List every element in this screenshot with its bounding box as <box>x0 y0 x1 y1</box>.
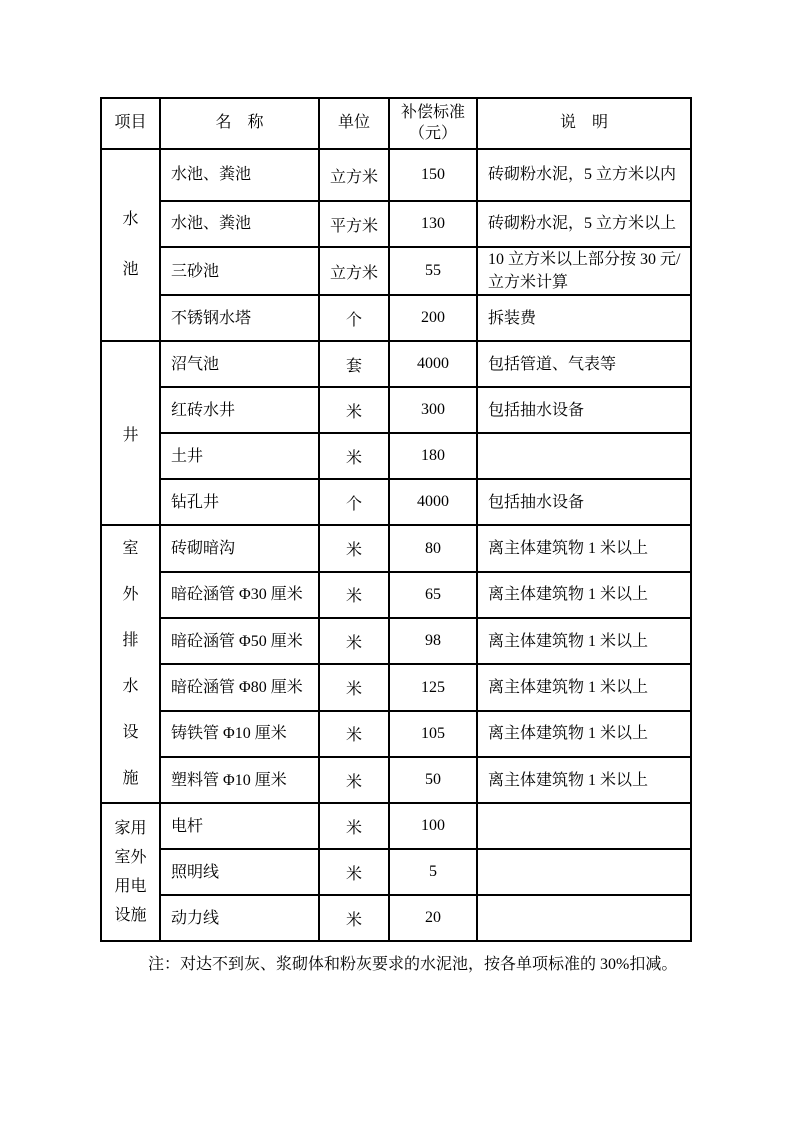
table-row <box>101 664 691 710</box>
description-cell: 砖砌粉水泥，5 立方米以上 <box>477 201 691 247</box>
description-cell: 包括抽水设备 <box>477 479 691 525</box>
description-cell: 离主体建筑物 1 米以上 <box>477 618 691 664</box>
standard-cell: 50 <box>389 757 477 803</box>
standard-cell: 5 <box>389 849 477 895</box>
name-cell: 暗砼涵管 Φ50 厘米 <box>160 618 319 664</box>
group-label-household-electric <box>101 803 160 941</box>
description-cell: 离主体建筑物 1 米以上 <box>477 711 691 757</box>
standard-cell: 125 <box>389 664 477 710</box>
table-row <box>101 895 691 941</box>
description-cell: 10 立方米以上部分按 30 元/立方米计算 <box>477 247 691 295</box>
unit-cell: 个 <box>319 295 389 341</box>
unit-cell: 米 <box>319 387 389 433</box>
table-row <box>101 295 691 341</box>
standard-cell: 105 <box>389 711 477 757</box>
name-cell: 暗砼涵管 Φ30 厘米 <box>160 572 319 618</box>
name-cell: 塑料管 Φ10 厘米 <box>160 757 319 803</box>
table-row <box>101 803 691 849</box>
description-cell: 离主体建筑物 1 米以上 <box>477 525 691 571</box>
group-label-text <box>102 526 159 802</box>
unit-cell: 米 <box>319 757 389 803</box>
name-cell: 水池、粪池 <box>160 201 319 247</box>
group-label-line: 设施 <box>114 907 147 925</box>
name-cell: 三砂池 <box>160 247 319 295</box>
group-label-text <box>102 422 159 445</box>
header-standard <box>389 98 477 149</box>
table-row <box>101 572 691 618</box>
table-header-row <box>101 98 691 149</box>
group-label-char: 室 <box>122 540 139 558</box>
description-cell: 离主体建筑物 1 米以上 <box>477 664 691 710</box>
unit-cell: 米 <box>319 803 389 849</box>
standard-cell: 150 <box>389 149 477 201</box>
group-label-line: 室外 <box>114 849 147 867</box>
header-item: 项目 <box>101 98 160 149</box>
standard-cell: 80 <box>389 525 477 571</box>
standard-cell: 180 <box>389 433 477 479</box>
header-name: 名 称 <box>160 98 319 149</box>
description-cell: 离主体建筑物 1 米以上 <box>477 572 691 618</box>
unit-cell: 个 <box>319 479 389 525</box>
standard-cell: 4000 <box>389 479 477 525</box>
unit-cell: 米 <box>319 711 389 757</box>
unit-cell: 套 <box>319 341 389 387</box>
description-cell: 砖砌粉水泥，5 立方米以内 <box>477 149 691 201</box>
description-cell <box>477 849 691 895</box>
table-row <box>101 849 691 895</box>
name-cell: 铸铁管 Φ10 厘米 <box>160 711 319 757</box>
name-cell: 动力线 <box>160 895 319 941</box>
table-row <box>101 618 691 664</box>
standard-cell: 100 <box>389 803 477 849</box>
group-label-char: 池 <box>122 261 139 279</box>
unit-cell: 米 <box>319 572 389 618</box>
group-label-char: 外 <box>122 586 139 604</box>
group-label-line: 家用 <box>114 820 147 838</box>
standard-cell: 98 <box>389 618 477 664</box>
standard-cell: 20 <box>389 895 477 941</box>
unit-cell: 米 <box>319 849 389 895</box>
description-cell: 包括管道、气表等 <box>477 341 691 387</box>
header-unit: 单位 <box>319 98 389 149</box>
group-label-pool <box>101 149 160 341</box>
description-cell: 拆装费 <box>477 295 691 341</box>
header-standard-line1: 补偿标准 <box>400 103 465 121</box>
group-label-char: 井 <box>122 426 139 444</box>
unit-cell: 立方米 <box>319 247 389 295</box>
group-label-outdoor-drainage <box>101 525 160 803</box>
table-row <box>101 525 691 571</box>
name-cell: 土井 <box>160 433 319 479</box>
group-label-char: 水 <box>122 678 139 696</box>
group-label-well <box>101 341 160 525</box>
standard-cell: 55 <box>389 247 477 295</box>
name-cell: 钻孔井 <box>160 479 319 525</box>
name-cell: 红砖水井 <box>160 387 319 433</box>
table-row <box>101 149 691 201</box>
table-row <box>101 247 691 295</box>
standard-cell: 130 <box>389 201 477 247</box>
header-description: 说 明 <box>477 98 691 149</box>
group-label-char: 设 <box>122 724 139 742</box>
group-label-char: 施 <box>122 770 139 788</box>
footnote: 注：对达不到灰、浆砌体和粉灰要求的水泥池，按各单项标准的 30%扣减。 <box>148 956 678 973</box>
table-row <box>101 201 691 247</box>
unit-cell: 立方米 <box>319 149 389 201</box>
name-cell: 不锈钢水塔 <box>160 295 319 341</box>
table-row <box>101 341 691 387</box>
unit-cell: 米 <box>319 895 389 941</box>
name-cell: 砖砌暗沟 <box>160 525 319 571</box>
group-label-text <box>102 814 159 930</box>
unit-cell: 米 <box>319 525 389 571</box>
table-row <box>101 387 691 433</box>
standard-cell: 300 <box>389 387 477 433</box>
unit-cell: 平方米 <box>319 201 389 247</box>
group-label-char: 水 <box>122 211 139 229</box>
table-row <box>101 757 691 803</box>
group-label-text <box>102 195 159 295</box>
name-cell: 暗砼涵管 Φ80 厘米 <box>160 664 319 710</box>
group-label-line: 用电 <box>114 878 147 896</box>
table-row <box>101 711 691 757</box>
description-cell: 离主体建筑物 1 米以上 <box>477 757 691 803</box>
description-cell: 包括抽水设备 <box>477 387 691 433</box>
compensation-table <box>100 97 692 942</box>
description-cell <box>477 895 691 941</box>
unit-cell: 米 <box>319 433 389 479</box>
standard-cell: 200 <box>389 295 477 341</box>
name-cell: 沼气池 <box>160 341 319 387</box>
group-label-char: 排 <box>122 632 139 650</box>
name-cell: 照明线 <box>160 849 319 895</box>
name-cell: 水池、粪池 <box>160 149 319 201</box>
standard-cell: 65 <box>389 572 477 618</box>
table-row <box>101 479 691 525</box>
table-row <box>101 433 691 479</box>
unit-cell: 米 <box>319 664 389 710</box>
description-cell <box>477 433 691 479</box>
unit-cell: 米 <box>319 618 389 664</box>
header-standard-line2: （元） <box>408 124 457 142</box>
name-cell: 电杆 <box>160 803 319 849</box>
description-cell <box>477 803 691 849</box>
standard-cell: 4000 <box>389 341 477 387</box>
